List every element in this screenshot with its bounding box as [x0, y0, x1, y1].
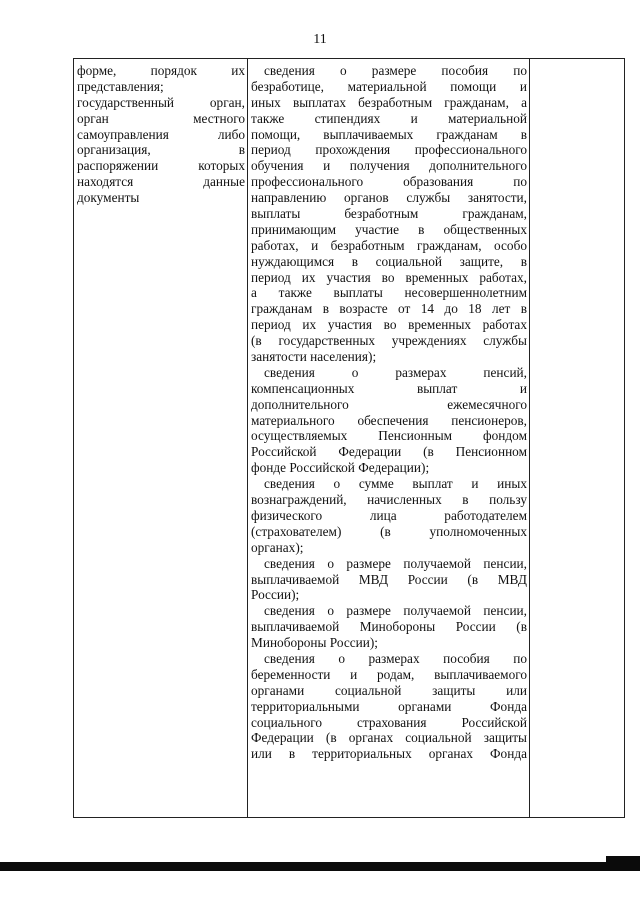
paragraph-line: помощи, выплачиваемых гражданам в	[251, 126, 527, 142]
empty-cell	[530, 59, 625, 818]
paragraph-line: органами социальной защиты или	[251, 682, 527, 698]
paragraph-line: России);	[251, 587, 300, 603]
paragraph-line: (в государственных учреждениях службы	[251, 333, 527, 349]
paragraph-line: фонде Российской Федерации);	[251, 460, 430, 476]
left-cell-line: форме, порядок их	[77, 63, 245, 78]
left-cell-line: орган местного	[77, 110, 245, 126]
paragraph-line: а также выплаты несовершеннолетним	[251, 285, 527, 301]
paragraph-line: Федерации (в органах социальной защиты	[251, 730, 527, 746]
authority-cell	[74, 59, 248, 818]
paragraph-line: иных выплатах безработным гражданам, а	[251, 94, 527, 110]
paragraph-line: нуждающимся в социальной защите, в	[251, 253, 527, 269]
paragraph-line: беременности и родам, выплачиваемого	[251, 666, 527, 682]
scan-edge-bar-tail	[606, 856, 640, 862]
information-paragraph	[251, 365, 527, 476]
left-cell-line: документы	[77, 190, 140, 206]
paragraph-line: занятости населения);	[251, 349, 377, 365]
paragraph-line: территориальными органами Фонда	[251, 698, 527, 714]
paragraph-line: физического лица работодателем	[251, 507, 527, 523]
information-paragraph	[251, 603, 527, 651]
paragraph-line: компенсационных выплат и	[251, 380, 527, 396]
left-cell-line: самоуправления либо	[77, 126, 245, 142]
paragraph-line: осуществляемых Пенсионным фондом	[251, 428, 527, 444]
paragraph-line: сведения о размерах пособия по	[264, 650, 527, 666]
paragraph-line: выплаты безработным гражданам,	[251, 206, 527, 222]
table-row	[74, 59, 625, 818]
paragraph-line: безработице, материальной помощи и	[251, 78, 527, 94]
paragraph-line: Российской Федерации (в Пенсионном	[251, 444, 527, 460]
information-paragraph	[251, 476, 527, 555]
paragraph-line: социального страхования Российской	[251, 714, 527, 730]
information-paragraph	[251, 556, 527, 604]
paragraph-line: дополнительного ежемесячного	[251, 396, 527, 412]
paragraph-line: сведения о сумме выплат и иных	[264, 476, 527, 492]
paragraph-line: сведения о размере получаемой пенсии,	[264, 555, 527, 571]
left-cell-line: находятся данные	[77, 174, 245, 190]
paragraph-line: вознаграждений, начисленных в пользу	[251, 492, 527, 508]
paragraph-line: период прохождения профессионального	[251, 142, 527, 158]
left-cell-line: организация, в	[77, 142, 245, 158]
information-paragraph	[251, 63, 527, 365]
information-list-cell	[248, 59, 530, 818]
paragraph-line: профессионального образования по	[251, 174, 527, 190]
paragraph-line: сведения о размере пособия по	[264, 63, 527, 78]
paragraph-line: (страхователем) (в уполномоченных	[251, 523, 527, 539]
paragraph-line: период их участия во временных работах,	[251, 269, 527, 285]
paragraph-line: выплачиваемой МВД России (в МВД	[251, 571, 527, 587]
left-cell-line: представления;	[77, 78, 164, 94]
paragraph-line: материального обеспечения пенсионеров,	[251, 412, 527, 428]
paragraph-line: обучения и получения дополнительного	[251, 158, 527, 174]
left-cell-line: распоряжении которых	[77, 158, 245, 174]
paragraph-line: гражданам в возрасте от 14 до 18 лет в	[251, 301, 527, 317]
left-cell-line: государственный орган,	[77, 94, 245, 110]
paragraph-line: выплачиваемой Минобороны России (в	[251, 619, 527, 635]
paragraph-line: органах);	[251, 539, 304, 555]
requirements-table	[73, 58, 625, 818]
paragraph-line: сведения о размере получаемой пенсии,	[264, 603, 527, 619]
paragraph-line: или в территориальных органах Фонда	[251, 746, 527, 762]
paragraph-line: направлению органов службы занятости,	[251, 190, 527, 206]
paragraph-line: принимающим участие в общественных	[251, 221, 527, 237]
paragraph-line: период их участия во временных работах	[251, 317, 527, 333]
page-number: 11	[313, 32, 327, 47]
paragraph-line: работах, и безработным гражданам, особо	[251, 237, 527, 253]
scan-edge-bar	[0, 862, 640, 871]
paragraph-line: сведения о размерах пенсий,	[264, 364, 527, 380]
paragraph-line: Минобороны России);	[251, 635, 378, 651]
information-paragraph	[251, 651, 527, 762]
paragraph-line: также стипендиях и материальной	[251, 110, 527, 126]
